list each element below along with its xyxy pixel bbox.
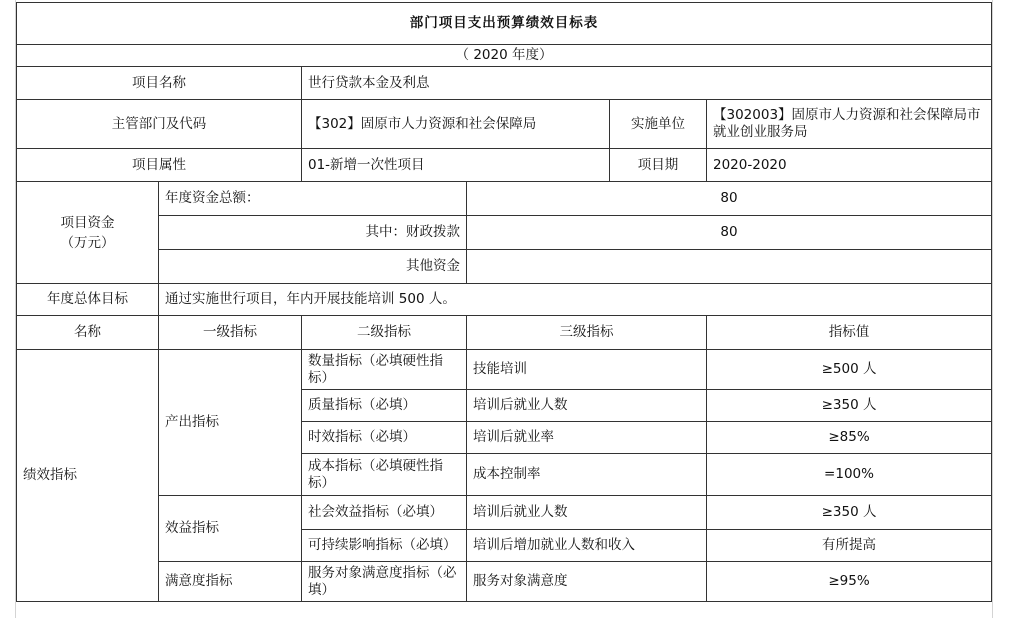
level2-cell[interactable]: 质量指标（必填） <box>302 390 467 422</box>
level3-cell[interactable]: 培训后就业人数 <box>467 390 707 422</box>
level3-cell[interactable]: 成本控制率 <box>467 454 707 496</box>
level3-cell[interactable]: 服务对象满意度 <box>467 562 707 602</box>
overall-goal-value[interactable]: 通过实施世行项目，年内开展技能培训 500 人。 <box>159 284 992 316</box>
grid-line <box>992 0 993 618</box>
period-label: 项目期 <box>610 149 707 182</box>
level2-cell[interactable]: 服务对象满意度指标（必填） <box>302 562 467 602</box>
header-value: 指标值 <box>707 316 992 350</box>
funds-label: 项目资金 （万元） <box>17 182 159 284</box>
year-cell[interactable]: （ 2020 年度） <box>17 45 992 67</box>
header-level3: 三级指标 <box>467 316 707 350</box>
header-level2: 二级指标 <box>302 316 467 350</box>
table-row <box>17 496 992 530</box>
value-cell[interactable]: =100% <box>707 454 992 496</box>
funds-other-label: 其他资金 <box>159 250 467 284</box>
value-cell[interactable]: ≥500 人 <box>707 350 992 390</box>
level3-cell[interactable]: 培训后就业人数 <box>467 496 707 530</box>
value-cell[interactable]: ≥350 人 <box>707 390 992 422</box>
overall-goal-label: 年度总体目标 <box>17 284 159 316</box>
period-value[interactable]: 2020-2020 <box>707 149 992 182</box>
performance-label: 绩效指标 <box>17 350 159 602</box>
attribute-label: 项目属性 <box>17 149 302 182</box>
page-title: 部门项目支出预算绩效目标表 <box>17 3 992 45</box>
header-level1: 一级指标 <box>159 316 302 350</box>
attribute-value[interactable]: 01-新增一次性项目 <box>302 149 610 182</box>
group-benefit-label: 效益指标 <box>159 496 302 562</box>
funds-other-value[interactable] <box>467 250 992 284</box>
level3-cell[interactable]: 培训后增加就业人数和收入 <box>467 530 707 562</box>
impl-unit-label: 实施单位 <box>610 100 707 149</box>
value-cell[interactable]: ≥350 人 <box>707 496 992 530</box>
department-value[interactable]: 【302】固原市人力资源和社会保障局 <box>302 100 610 149</box>
group-output-label: 产出指标 <box>159 350 302 496</box>
funds-total-value[interactable]: 80 <box>467 182 992 216</box>
level2-cell[interactable]: 时效指标（必填） <box>302 422 467 454</box>
impl-unit-value[interactable]: 【302003】固原市人力资源和社会保障局市就业创业服务局 <box>707 100 992 149</box>
header-name: 名称 <box>17 316 159 350</box>
group-satisfaction-label: 满意度指标 <box>159 562 302 602</box>
table-row <box>17 562 992 602</box>
performance-target-table <box>16 2 992 602</box>
value-cell[interactable]: ≥95% <box>707 562 992 602</box>
value-cell[interactable]: 有所提高 <box>707 530 992 562</box>
level2-cell[interactable]: 社会效益指标（必填） <box>302 496 467 530</box>
level3-cell[interactable]: 技能培训 <box>467 350 707 390</box>
project-name-value[interactable]: 世行贷款本金及利息 <box>302 67 992 100</box>
project-name-label: 项目名称 <box>17 67 302 100</box>
level2-cell[interactable]: 数量指标（必填硬性指标） <box>302 350 467 390</box>
department-label: 主管部门及代码 <box>17 100 302 149</box>
value-cell[interactable]: ≥85% <box>707 422 992 454</box>
funds-fiscal-value[interactable]: 80 <box>467 216 992 250</box>
level3-cell[interactable]: 培训后就业率 <box>467 422 707 454</box>
funds-fiscal-label: 其中：财政拨款 <box>159 216 467 250</box>
funds-total-label: 年度资金总额： <box>159 182 467 216</box>
level2-cell[interactable]: 成本指标（必填硬性指标） <box>302 454 467 496</box>
table-row <box>17 350 992 390</box>
level2-cell[interactable]: 可持续影响指标（必填） <box>302 530 467 562</box>
